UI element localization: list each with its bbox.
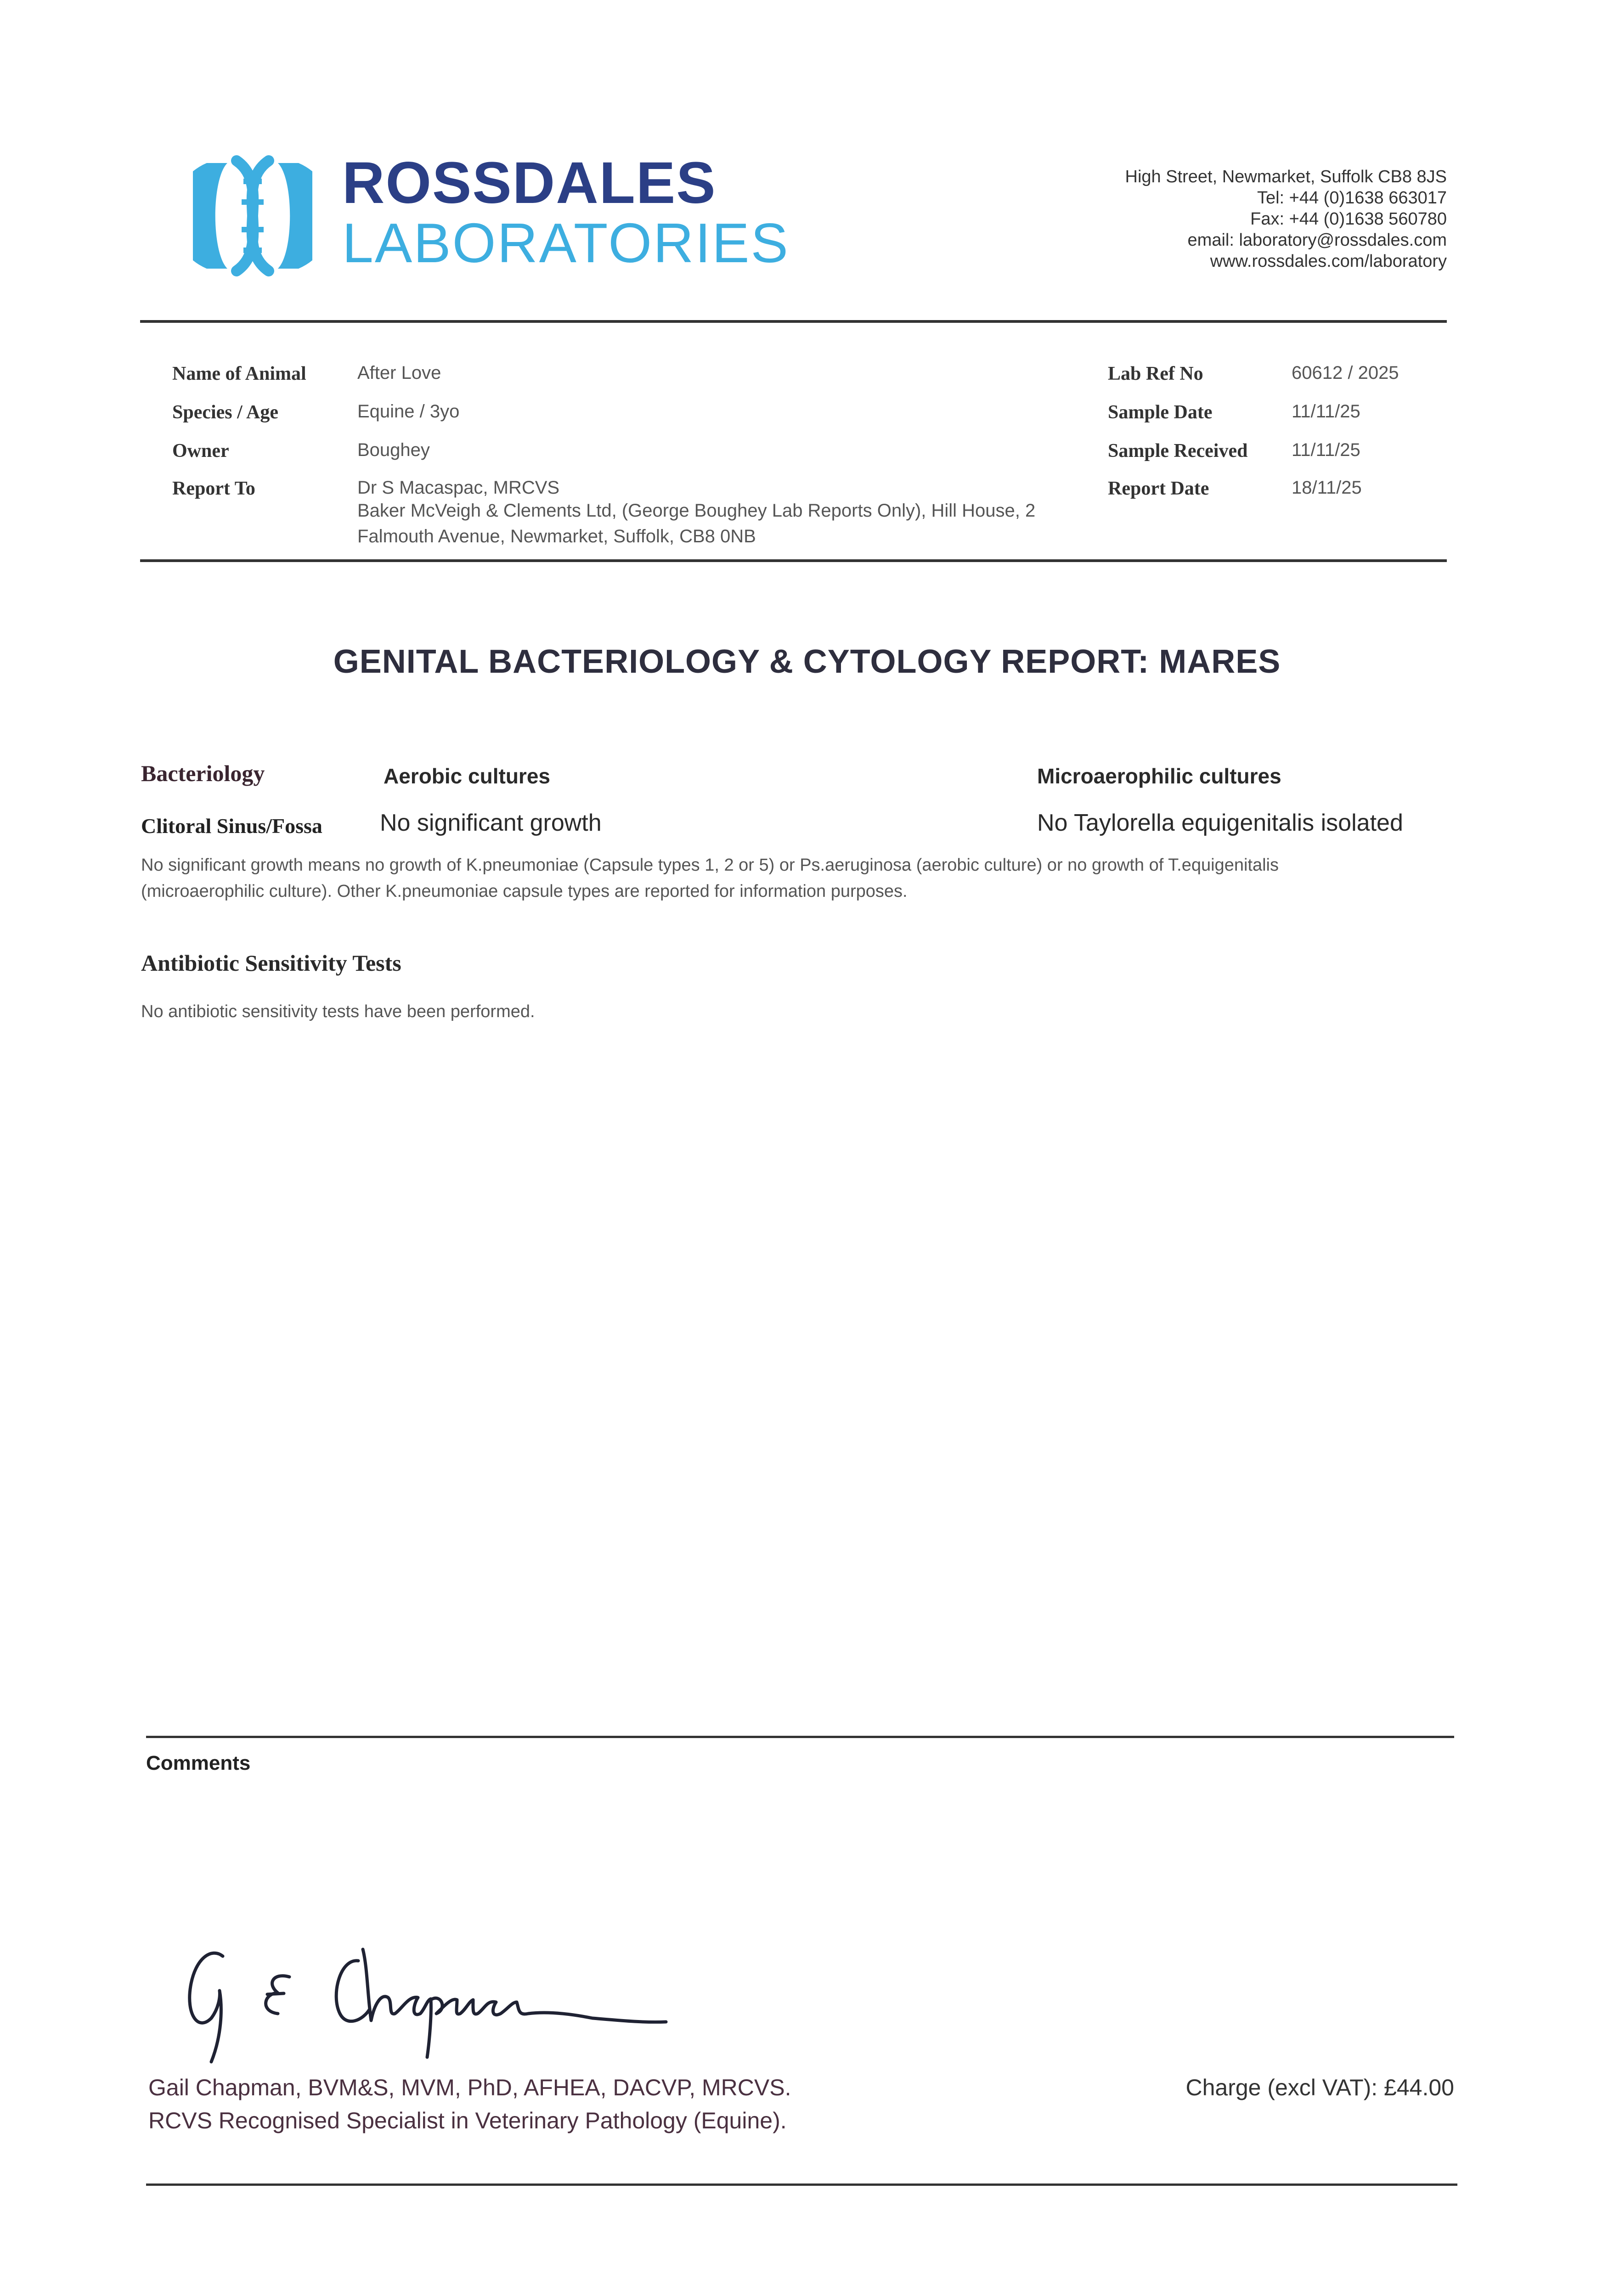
info-divider: [140, 559, 1447, 562]
email-line: email: laboratory@rossdales.com: [1187, 231, 1447, 250]
bacteriology-heading: Bacteriology: [141, 760, 265, 786]
website-line: www.rossdales.com/laboratory: [1210, 252, 1447, 271]
report-to-label: Report To: [172, 478, 255, 499]
comments-label: Comments: [146, 1752, 251, 1774]
sample-received-value: 11/11/25: [1292, 440, 1360, 460]
aerobic-result: No significant growth: [380, 810, 602, 836]
comments-divider: [146, 1736, 1454, 1738]
sample-site-label: Clitoral Sinus/Fossa: [141, 814, 322, 838]
growth-note-line2: (microaerophilic culture). Other K.pneumoniae capsule types are reported for information purposes.: [141, 882, 908, 901]
fax-line: Fax: +44 (0)1638 560780: [1250, 209, 1447, 229]
report-to-address-line2: Falmouth Avenue, Newmarket, Suffolk, CB8 0NB: [357, 526, 756, 546]
aerobic-cultures-header: Aerobic cultures: [384, 764, 550, 788]
phone-line: Tel: +44 (0)1638 663017: [1257, 188, 1447, 208]
owner-value: Boughey: [357, 440, 430, 460]
footer-divider: [146, 2183, 1457, 2186]
brand-name-line1: ROSSDALES: [342, 150, 717, 216]
address-line: High Street, Newmarket, Suffolk CB8 8JS: [1125, 167, 1447, 186]
microaerophilic-result: No Taylorella equigenitalis isolated: [1037, 810, 1403, 836]
sample-date-value: 11/11/25: [1292, 401, 1360, 422]
report-to-name: Dr S Macaspac, MRCVS: [357, 478, 560, 498]
brand-name-line2: LABORATORIES: [342, 212, 790, 274]
microaerophilic-cultures-header: Microaerophilic cultures: [1037, 764, 1281, 788]
header-divider: [140, 320, 1447, 323]
growth-note-line1: No significant growth means no growth of K.pneumoniae (Capsule types 1, 2 or 5) or Ps.aeruginosa (aerobic culture) or no growth of T.equigenitalis: [141, 855, 1279, 875]
dna-helix-icon: [193, 154, 312, 278]
signer-name: Gail Chapman, BVM&S, MVM, PhD, AFHEA, DACVP, MRCVS.: [148, 2075, 791, 2100]
owner-label: Owner: [172, 440, 229, 461]
species-age-label: Species / Age: [172, 402, 278, 423]
signature: [179, 1940, 675, 2078]
antibiotic-heading: Antibiotic Sensitivity Tests: [141, 950, 401, 976]
name-of-animal-value: After Love: [357, 363, 441, 383]
report-date-label: Report Date: [1108, 478, 1209, 499]
report-title: GENITAL BACTERIOLOGY & CYTOLOGY REPORT: MARES: [333, 643, 1281, 680]
report-to-address-line1: Baker McVeigh & Clements Ltd, (George Boughey Lab Reports Only), Hill House, 2: [357, 501, 1036, 521]
report-date-value: 18/11/25: [1292, 478, 1362, 498]
lab-ref-value: 60612 / 2025: [1292, 363, 1399, 383]
lab-address-block: [1125, 166, 1447, 272]
antibiotic-text: No antibiotic sensitivity tests have been performed.: [141, 1002, 535, 1021]
sample-date-label: Sample Date: [1108, 402, 1213, 423]
species-age-value: Equine / 3yo: [357, 401, 460, 422]
charge-amount: Charge (excl VAT): £44.00: [1185, 2075, 1454, 2100]
lab-ref-label: Lab Ref No: [1108, 363, 1203, 384]
name-of-animal-label: Name of Animal: [172, 363, 306, 384]
sample-received-label: Sample Received: [1108, 440, 1248, 461]
signer-title: RCVS Recognised Specialist in Veterinary Pathology (Equine).: [148, 2108, 787, 2133]
